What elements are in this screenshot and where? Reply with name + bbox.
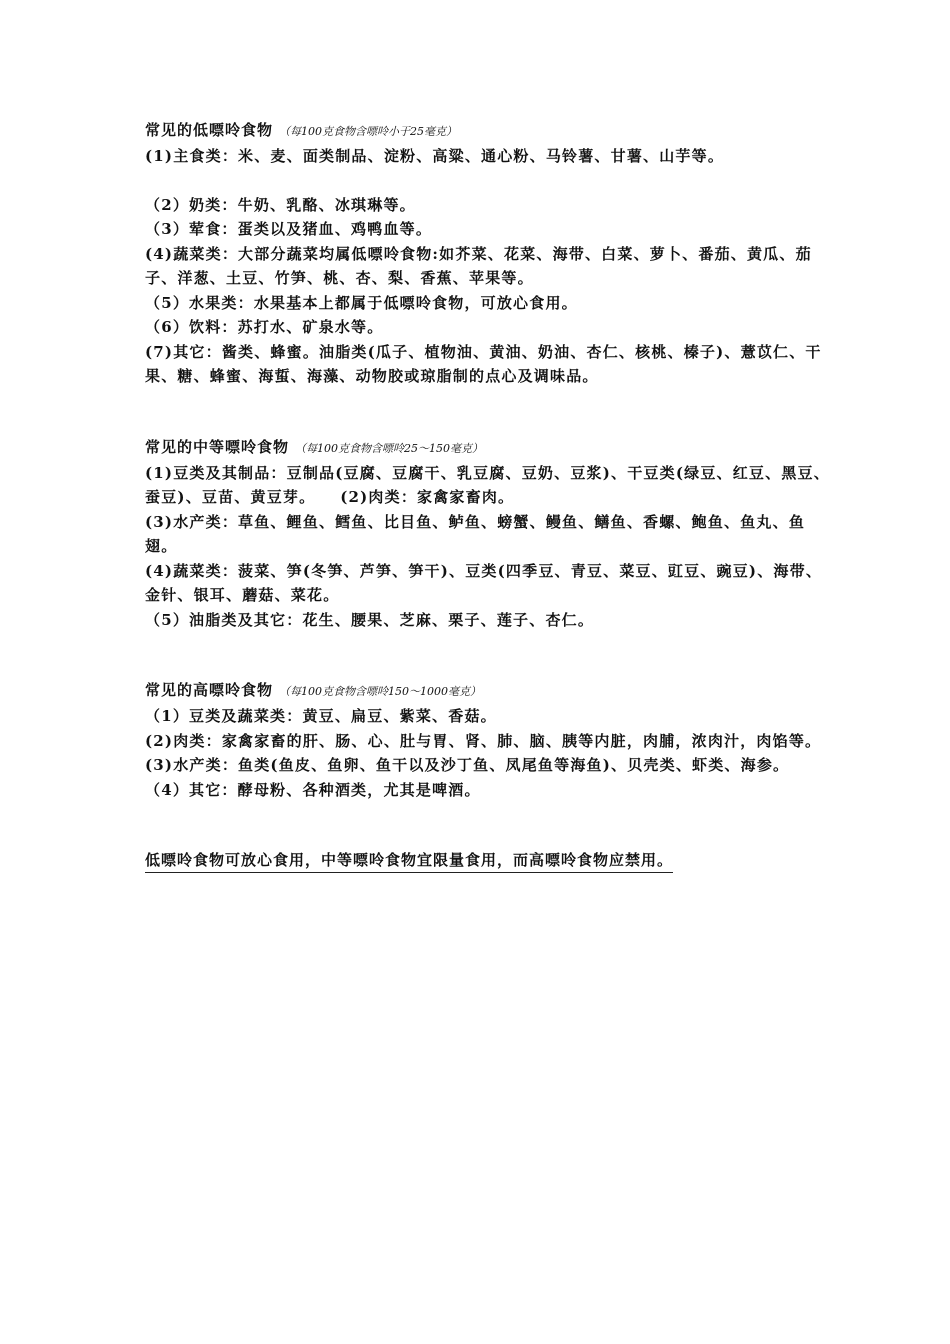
high-item-beans: （1）豆类及蔬菜类：黄豆、扁豆、紫菜、香菇。 bbox=[145, 707, 497, 725]
low-item-drinks: （6）饮料：苏打水、矿泉水等。 bbox=[145, 318, 384, 336]
low-purine-section bbox=[145, 118, 835, 389]
high-item-seafood: (3)水产类：鱼类(鱼皮、鱼卵、鱼干以及沙丁鱼、凤尾鱼等海鱼)、贝壳类、虾类、海参。 bbox=[145, 756, 790, 774]
low-item-other: (7)其它：酱类、蜂蜜。油脂类(瓜子、植物油、黄油、奶油、杏仁、核桃、榛子)、薏苡仁、干果、糖、蜂蜜、海蜇、海藻、动物胶或琼脂制的点心及调味品。 bbox=[145, 342, 822, 385]
low-purine-heading: 常见的低嘌呤食物 bbox=[145, 121, 274, 139]
conclusion-text: 低嘌呤食物可放心食用，中等嘌呤食物宜限量食用，而高嘌呤食物应禁用。 bbox=[145, 848, 673, 873]
low-purine-note: （每100克食物含嘌呤小于25毫克） bbox=[279, 125, 458, 138]
medium-purine-title bbox=[145, 435, 835, 461]
medium-item-seafood: (3)水产类：草鱼、鲤鱼、鳕鱼、比目鱼、鲈鱼、螃蟹、鳗鱼、鳝鱼、香螺、鲍鱼、鱼丸、鱼翅。 bbox=[145, 512, 806, 555]
medium-item-vegetables: (4)蔬菜类：菠菜、笋(冬笋、芦笋、笋干)、豆类(四季豆、青豆、菜豆、豇豆、豌豆)、海带、金针、银耳、蘑菇、菜花。 bbox=[145, 561, 823, 604]
document-body bbox=[145, 118, 835, 873]
low-item-dairy: （2）奶类：牛奶、乳酪、冰琪琳等。 bbox=[145, 195, 416, 214]
low-item-meat: （3）荤食：蛋类以及猪血、鸡鸭血等。 bbox=[145, 220, 433, 238]
high-item-other: （4）其它：酵母粉、各种酒类，尤其是啤酒。 bbox=[145, 780, 481, 799]
medium-item-beans: (1)豆类及其制品：豆制品(豆腐、豆腐干、乳豆腐、豆奶、豆浆)、干豆类(绿豆、红豆、黑豆、蚕豆)、豆苗、黄豆芽。 (2)肉类：家禽家畜肉。 bbox=[145, 463, 830, 506]
medium-purine-note: （每100克食物含嘌呤25～150毫克） bbox=[295, 441, 484, 455]
low-item-vegetables: (4)蔬菜类：大部分蔬菜均属低嘌呤食物:如芥菜、花菜、海带、白菜、萝卜、番茄、黄瓜、茄子、洋葱、土豆、竹笋、桃、杏、梨、香蕉、苹果等。 bbox=[145, 244, 812, 287]
high-purine-note: （每100克食物含嘌呤150～1000毫克） bbox=[279, 685, 482, 698]
high-purine-heading: 常见的高嘌呤食物 bbox=[145, 681, 274, 699]
medium-purine-section bbox=[145, 435, 835, 633]
high-item-meat: (2)肉类：家禽家畜的肝、肠、心、肚与胃、肾、肺、脑、胰等内脏，肉脯，浓肉汁，肉馅等。 bbox=[145, 731, 822, 750]
low-purine-title bbox=[145, 118, 835, 144]
medium-item-oils: （5）油脂类及其它：花生、腰果、芝麻、栗子、莲子、杏仁。 bbox=[145, 610, 595, 629]
medium-purine-heading: 常见的中等嘌呤食物 bbox=[145, 437, 290, 456]
low-item-staple: (1)主食类：米、麦、面类制品、淀粉、高粱、通心粉、马铃薯、甘薯、山芋等。 bbox=[145, 147, 725, 165]
low-item-fruit: （5）水果类：水果基本上都属于低嘌呤食物，可放心食用。 bbox=[145, 293, 578, 312]
high-purine-section bbox=[145, 678, 835, 802]
high-purine-title bbox=[145, 678, 835, 704]
